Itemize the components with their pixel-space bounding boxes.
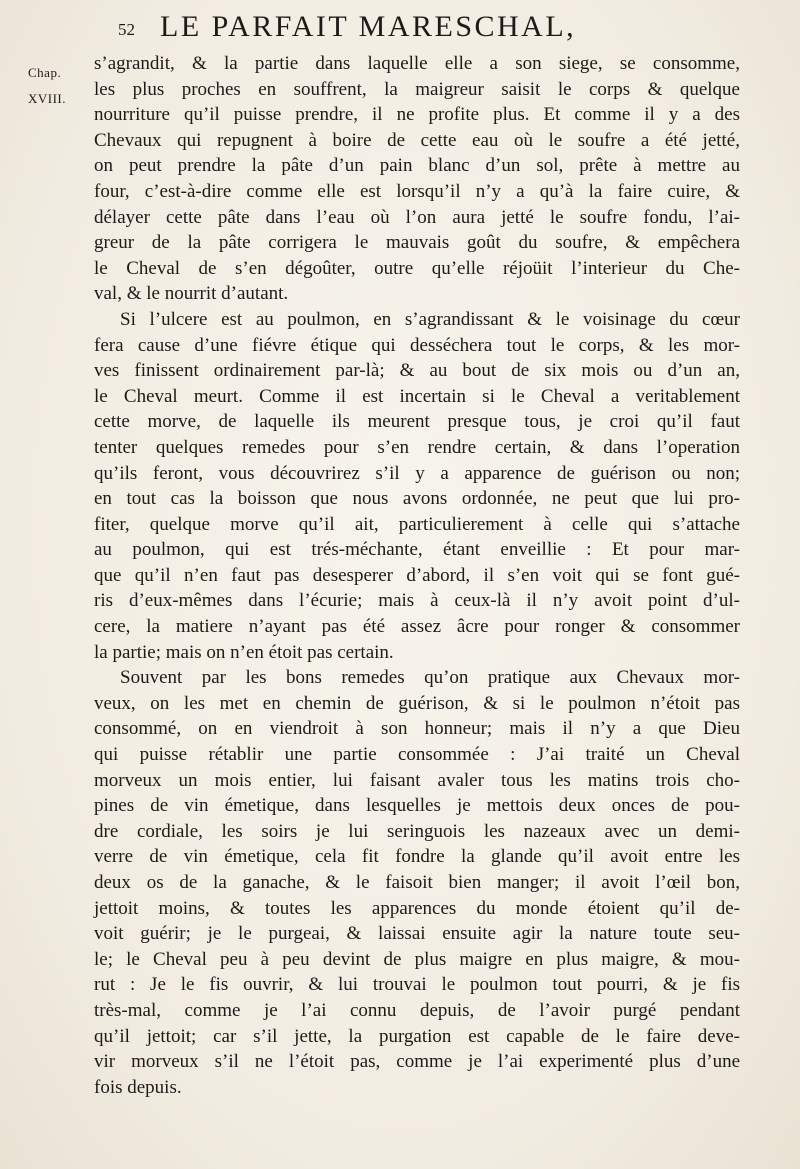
body-text xyxy=(94,51,740,1100)
text-line: le Cheval de s’en dégoûter, outre qu’elle réjoüit l’interieur du Che- xyxy=(94,257,740,279)
text-line: tenter quelques remedes pour s’en rendre certain, & dans l’operation xyxy=(94,436,740,458)
text-line: four, c’est-à-dire comme elle est lorsqu’il n’y a qu’à la faire cuire, & xyxy=(94,180,740,202)
text-line: jettoit moins, & toutes les apparences du monde étoient qu’il de- xyxy=(94,897,740,919)
text-line: le Cheval meurt. Comme il est incertain si le Cheval a veritablement xyxy=(94,385,740,407)
text-line: les plus proches en souffrent, la maigreur saisit le corps & quelque xyxy=(94,78,740,100)
text-line: deux os de la ganache, & le faisoit bien manger; il avoit l’œil bon, xyxy=(94,872,740,893)
text-line: morveux un mois entier, lui faisant avaler tous les matins trois cho- xyxy=(94,769,740,791)
text-line: veux, on les met en chemin de guérison, & si le poulmon n’étoit pas xyxy=(94,692,740,714)
text-line: très-mal, comme je l’ai connu depuis, de l’avoir purgé pendant xyxy=(94,999,740,1021)
text-line: Chevaux qui repugnent à boire de cette eau où le soufre a été jetté, xyxy=(94,129,740,151)
text-line: nourriture qu’il puisse prendre, il ne profite plus. Et comme il y a des xyxy=(94,104,740,126)
text-line: val, & le nourrit d’autant. xyxy=(94,283,289,305)
text-line: s’agrandit, & la partie dans laquelle elle a son siege, se consomme, xyxy=(94,53,740,74)
text-line: fera cause d’une fiévre étique qui desséchera tout le corps, & les mor- xyxy=(94,334,740,356)
text-line: en tout cas la boisson que nous avons ordonnée, ne peut que lui pro- xyxy=(94,488,740,510)
text-line: ris d’eux-mêmes dans l’écurie; mais à ceux-là il n’y avoit point d’ul- xyxy=(94,590,740,612)
page-number: 52 xyxy=(118,20,135,39)
text-line: fiter, quelque morve qu’il ait, particulierement à celle qui s’attache xyxy=(94,513,740,535)
text-line: dre cordiale, les soirs je lui seringuois les nazeaux avec un demi- xyxy=(94,820,740,842)
text-line: qu’il jettoit; car s’il jette, la purgation est capable de le faire deve- xyxy=(94,1025,740,1047)
text-line: Souvent par les bons remedes qu’on pratique aux Chevaux mor- xyxy=(120,667,740,689)
text-line: consommé, on en viendroit à son honneur; mais il n’y a que Dieu xyxy=(94,718,740,740)
text-line: rut : Je le fis ouvrir, & lui trouvai le poulmon tout pourri, & je fis xyxy=(94,974,740,996)
text-line: au poulmon, qui est trés-méchante, étant enveillie : Et pour mar- xyxy=(94,539,740,561)
text-line: vir morveux s’il ne l’étoit pas, comme je l’ai experimenté plus d’une xyxy=(94,1051,740,1073)
text-line: le; le Cheval peu à peu devint de plus maigre en plus maigre, & mou- xyxy=(94,948,740,970)
text-line: qui puisse rétablir une partie consommée : J’ai traité un Cheval xyxy=(94,744,740,766)
text-line: voit guérir; je le purgeai, & laissai ensuite agir la nature toute seu- xyxy=(94,923,740,945)
text-line: qu’ils feront, vous découvrirez s’il y a apparence de guérison ou non; xyxy=(94,462,740,484)
text-line: fois depuis. xyxy=(94,1076,182,1098)
chapter-number: XVIII. xyxy=(28,91,67,106)
text-line: que qu’il n’en faut pas desesperer d’abord, il s’en voit qui se font gué- xyxy=(94,564,740,586)
text-line: pines de vin émetique, dans lesquelles je mettois deux onces de pou- xyxy=(94,795,740,817)
page-header xyxy=(0,6,800,56)
text-line: on peut prendre la pâte d’un pain blanc d’un sol, prête à mettre au xyxy=(94,155,740,177)
text-line: délayer cette pâte dans l’eau où l’on aura jetté le soufre fondu, l’ai- xyxy=(94,206,740,228)
text-line: Si l’ulcere est au poulmon, en s’agrandissant & le voisinage du cœur xyxy=(120,308,740,330)
text-line: greur de la pâte corrigera le mauvais goût du soufre, & empêchera xyxy=(94,232,740,254)
text-line: ves finissent ordinairement par-là; & au bout de six mois ou d’un an, xyxy=(94,360,740,382)
text-line: cette morve, de laquelle ils meurent presque tous, je croi qu’il faut xyxy=(94,411,740,433)
text-line: cere, la matiere n’ayant pas été assez âcre pour ronger & consommer xyxy=(94,616,740,638)
running-title: LE PARFAIT MARESCHAL, xyxy=(160,10,577,43)
text-line: verre de vin émetique, cela fit fondre la glande qu’il avoit entre les xyxy=(94,846,740,868)
text-line: la partie; mais on n’en étoit pas certain. xyxy=(94,641,394,663)
chapter-margin-note xyxy=(28,60,90,112)
chapter-label: Chap. xyxy=(28,65,62,80)
